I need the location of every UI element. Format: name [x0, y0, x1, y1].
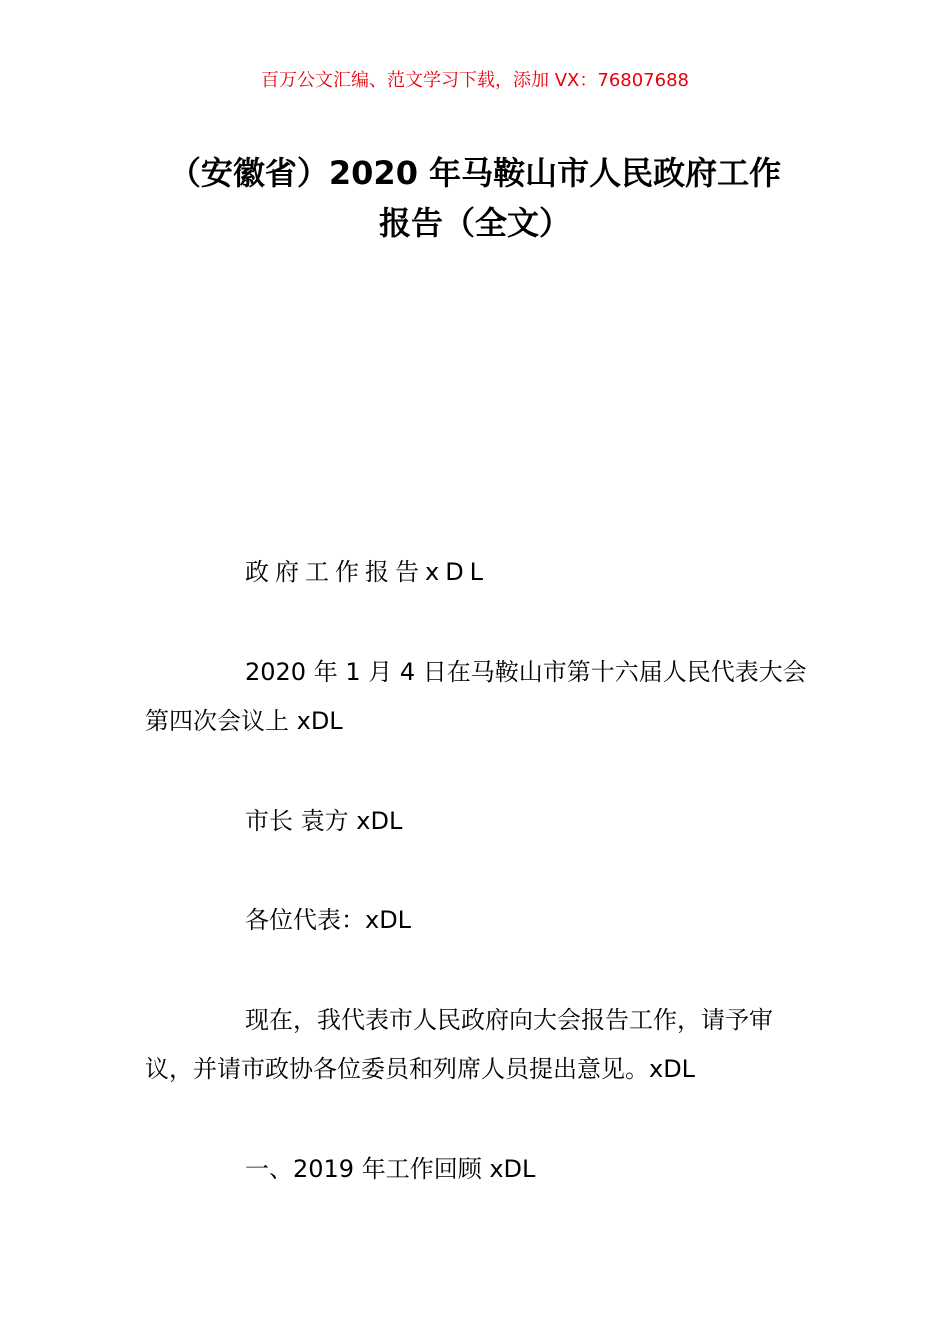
paragraph-section-heading: 一、2019 年工作回顾 xDL — [245, 1155, 536, 1183]
paragraph-intro: 现在，我代表市人民政府向大会报告工作，请予审议，并请市政协各位委员和列席人员提出意见。xDL — [145, 1006, 773, 1083]
paragraph-greeting: 各位代表：xDL — [245, 906, 412, 934]
paragraph-speaker: 市长 袁方 xDL — [245, 807, 403, 835]
paragraph-heading: 政府工作报告xDL — [245, 558, 490, 586]
document-title — [120, 148, 830, 248]
header-note: 百万公文汇编、范文学习下载，添加 VX：76807688 — [261, 70, 689, 91]
paragraph-date: 2020 年 1 月 4 日在马鞍山市第十六届人民代表大会第四次会议上 xDL — [145, 658, 807, 735]
title-line-1: （安徽省）2020 年马鞍山市人民政府工作 — [168, 154, 782, 192]
title-line-2: 报告（全文） — [378, 204, 571, 242]
